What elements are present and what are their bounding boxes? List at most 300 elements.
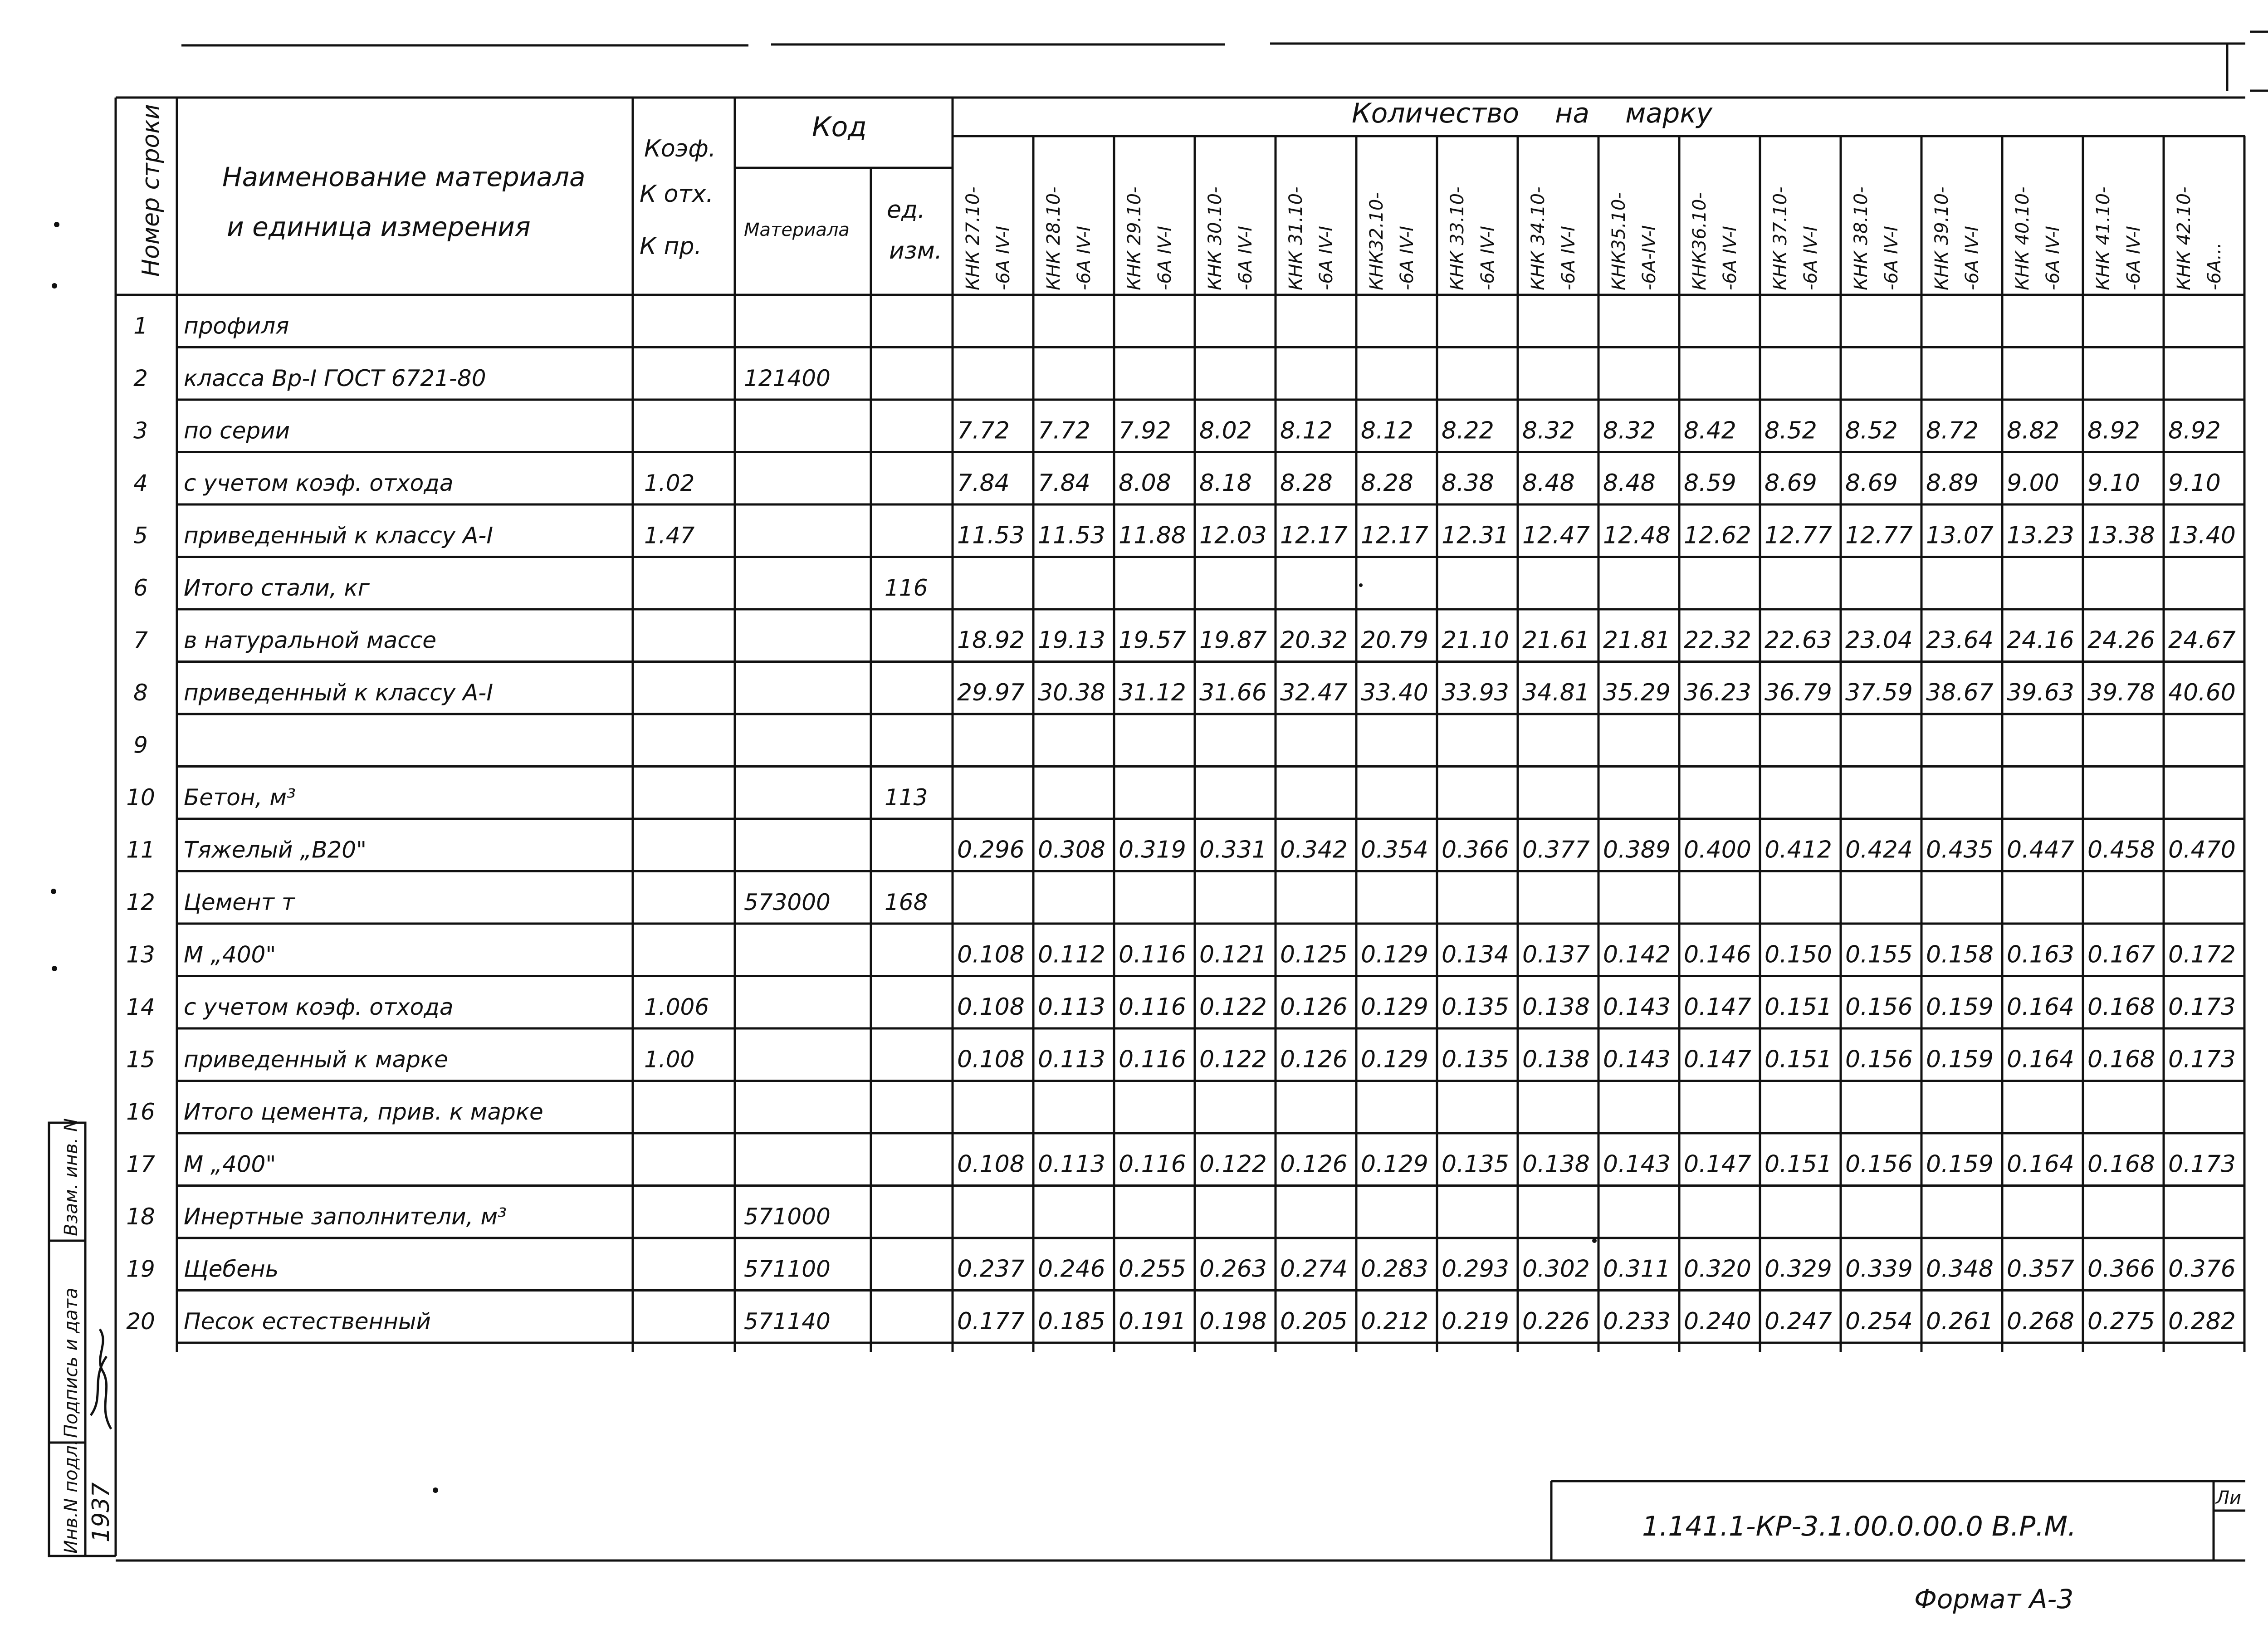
quantity-cell: 0.135 <box>1442 1046 1509 1073</box>
column-headers <box>963 186 2225 290</box>
quantity-cell: 21.81 <box>1603 626 1671 654</box>
column-header-class: -6А IV-I <box>1720 226 1740 290</box>
row-name: Инертные заполнители, м³ <box>184 1203 507 1230</box>
table-row <box>133 575 928 601</box>
quantity-cell: 13.23 <box>2007 522 2074 549</box>
quantity-cell: 0.400 <box>1684 836 1751 864</box>
quantity-cell: 0.319 <box>1119 836 1186 864</box>
quantity-cell: 12.03 <box>1199 522 1267 549</box>
quantity-cell: 0.108 <box>957 1046 1025 1073</box>
row-number: 18 <box>126 1203 155 1230</box>
quantity-cell: 0.126 <box>1280 1150 1348 1178</box>
quantity-cell: 0.296 <box>957 836 1025 864</box>
quantity-cell: 8.18 <box>1199 470 1252 497</box>
quantity-cell: 12.31 <box>1442 522 1509 549</box>
column-header <box>1931 186 1983 290</box>
column-header-class: -6А IV-I <box>2123 226 2144 290</box>
table-row <box>126 784 928 811</box>
quantity-cell: 0.311 <box>1603 1255 1671 1283</box>
column-header-mark: КНК 33.10- <box>1447 186 1468 290</box>
quantity-cell: 12.47 <box>1522 522 1590 549</box>
quantity-cell: 0.158 <box>1926 941 1994 969</box>
quantity-cell: 0.168 <box>2087 1046 2155 1073</box>
quantity-cell: 39.63 <box>2007 679 2074 706</box>
quantity-cell: 12.62 <box>1684 522 1751 549</box>
quantity-cell: 0.147 <box>1684 1046 1751 1073</box>
table-row <box>126 1099 543 1125</box>
quantity-cell: 0.424 <box>1845 836 1913 864</box>
quantity-cell: 8.42 <box>1684 417 1736 445</box>
quantity-cell: 0.233 <box>1603 1308 1671 1335</box>
quantity-cell: 0.108 <box>957 1150 1025 1178</box>
quantity-cell: 21.10 <box>1442 626 1509 654</box>
quantity-cell: 20.32 <box>1280 626 1348 654</box>
quantity-cell: 21.61 <box>1522 626 1590 654</box>
quantity-cell: 0.237 <box>957 1255 1025 1283</box>
quantity-cell: 0.435 <box>1926 836 1994 864</box>
row-number: 14 <box>126 994 155 1020</box>
quantity-cell: 0.293 <box>1442 1255 1509 1283</box>
column-header <box>1528 186 1579 290</box>
row-unit: 113 <box>885 784 928 811</box>
row-number: 7 <box>133 627 148 654</box>
quantity-cell: 0.122 <box>1199 1046 1267 1073</box>
quantity-cell: 0.134 <box>1442 941 1509 969</box>
column-header-class: -6А IV-I <box>1316 226 1337 290</box>
quantity-cell: 7.84 <box>1038 470 1090 497</box>
quantity-cell: 0.125 <box>1280 941 1348 969</box>
quantity-cell: 0.377 <box>1522 836 1590 864</box>
row-name: с учетом коэф. отхода <box>184 994 454 1020</box>
header-unit-line1: ед. <box>887 196 925 224</box>
column-header-class: -6А... <box>2204 242 2225 290</box>
quantity-cell: 0.246 <box>1038 1255 1105 1283</box>
column-header-class: -6А-IV-I <box>1639 225 1660 290</box>
quantity-cell: 0.122 <box>1199 1150 1267 1178</box>
quantity-cell: 0.164 <box>2007 1150 2074 1178</box>
quantity-cell: 0.255 <box>1119 1255 1186 1283</box>
column-header <box>1689 192 1740 290</box>
quantity-cell: 8.92 <box>2168 417 2221 445</box>
quantity-cell: 0.185 <box>1038 1308 1105 1335</box>
quantity-cell: 29.97 <box>957 679 1025 706</box>
quantity-cell: 0.113 <box>1038 1046 1105 1073</box>
row-number: 6 <box>133 575 148 601</box>
quantity-cell: 0.143 <box>1603 993 1671 1021</box>
column-header-mark: КНК 29.10- <box>1124 186 1145 290</box>
quantity-cell: 0.138 <box>1522 1150 1590 1178</box>
quantity-cell: 0.138 <box>1522 1046 1590 1073</box>
header-code-material: Материала <box>744 220 850 240</box>
row-number: 15 <box>126 1046 155 1073</box>
quantity-cell: 0.135 <box>1442 993 1509 1021</box>
row-name: класса Вр-I ГОСТ 6721-80 <box>184 365 486 391</box>
column-header-mark: КНК 42.10- <box>2174 186 2195 290</box>
quantity-cell: 0.137 <box>1522 941 1590 969</box>
quantity-cell: 8.92 <box>2087 417 2140 445</box>
quantity-cell: 0.191 <box>1119 1308 1186 1335</box>
row-number: 13 <box>126 941 155 968</box>
column-header <box>1851 186 1902 290</box>
column-header <box>1286 186 1337 290</box>
quantity-cell: 19.13 <box>1038 626 1105 654</box>
quantity-cell: 0.151 <box>1765 1150 1832 1178</box>
quantity-cell: 0.282 <box>2168 1308 2236 1335</box>
table-row <box>126 1256 2236 1283</box>
quantity-cell: 0.389 <box>1603 836 1671 864</box>
column-header-mark: КНК 31.10- <box>1286 186 1306 290</box>
quantity-cell: 11.88 <box>1119 522 1186 549</box>
quantity-cell: 0.168 <box>2087 1150 2155 1178</box>
column-header-mark: КНК 38.10- <box>1851 186 1872 290</box>
quantity-cell: 0.164 <box>2007 993 2074 1021</box>
quantity-cell: 0.113 <box>1038 993 1105 1021</box>
column-header-mark: КНК 34.10- <box>1528 186 1549 290</box>
row-name: по серии <box>184 417 290 444</box>
column-header-mark: КНК 41.10- <box>2093 186 2114 290</box>
quantity-cell: 8.12 <box>1280 417 1333 445</box>
quantity-cell: 8.89 <box>1926 470 1979 497</box>
column-header <box>2093 186 2144 290</box>
row-name: с учетом коэф. отхода <box>184 470 454 496</box>
table-row <box>133 732 148 758</box>
row-number: 17 <box>126 1151 155 1178</box>
quantity-cell: 0.116 <box>1119 993 1186 1021</box>
quantity-cell: 8.22 <box>1442 417 1494 445</box>
quantity-cell: 9.00 <box>2007 470 2059 497</box>
quantity-cell: 0.116 <box>1119 941 1186 969</box>
quantity-cell: 0.177 <box>957 1308 1025 1335</box>
row-name: Песок естественный <box>184 1308 431 1335</box>
column-header <box>2012 186 2063 290</box>
quantity-cell: 0.112 <box>1038 941 1105 969</box>
quantity-cell: 40.60 <box>2168 679 2236 706</box>
quantity-cell: 8.28 <box>1280 470 1333 497</box>
quantity-cell: 22.63 <box>1765 626 1832 654</box>
document-code: 1.141.1-КР-3.1.00.0.00.0 В.Р.М. <box>1642 1511 2077 1542</box>
row-number: 8 <box>133 680 148 706</box>
quantity-cell: 24.16 <box>2007 626 2074 654</box>
row-code: 573000 <box>744 889 831 915</box>
quantity-cell: 0.129 <box>1361 1150 1428 1178</box>
quantity-cell: 8.38 <box>1442 470 1494 497</box>
quantity-cell: 0.205 <box>1280 1308 1348 1335</box>
quantity-cell: 9.10 <box>2168 470 2221 497</box>
row-name: Итого стали, кг <box>184 575 370 601</box>
quantity-cell: 12.17 <box>1361 522 1428 549</box>
column-header <box>1447 186 1498 290</box>
row-name: Тяжелый „В20" <box>184 837 367 863</box>
quantity-cell: 18.92 <box>957 626 1025 654</box>
column-header-class: -6А IV-I <box>1397 226 1418 290</box>
quantity-cell: 12.77 <box>1845 522 1913 549</box>
stamp-inv-no-label: Инв.N подл. <box>61 1439 82 1554</box>
quantity-cell: 23.04 <box>1845 626 1913 654</box>
quantity-cell: 0.458 <box>2087 836 2155 864</box>
quantity-cell: 8.59 <box>1684 470 1736 497</box>
quantity-cell: 0.151 <box>1765 993 1832 1021</box>
quantity-cell: 19.57 <box>1119 626 1186 654</box>
row-name: приведенный к марке <box>184 1046 448 1073</box>
row-number: 10 <box>126 784 155 811</box>
row-name: М „400" <box>184 941 276 968</box>
quantity-cell: 19.87 <box>1199 626 1267 654</box>
quantity-cell: 0.447 <box>2007 836 2074 864</box>
header-row-number: Номер строки <box>137 104 165 277</box>
quantity-cell: 39.78 <box>2087 679 2155 706</box>
quantity-cell: 8.52 <box>1845 417 1898 445</box>
quantity-cell: 31.66 <box>1199 679 1267 706</box>
quantity-cell: 0.129 <box>1361 1046 1428 1073</box>
quantity-cell: 8.69 <box>1765 470 1817 497</box>
quantity-cell: 8.32 <box>1603 417 1656 445</box>
quantity-cell: 0.147 <box>1684 993 1751 1021</box>
quantity-cell: 0.254 <box>1845 1308 1913 1335</box>
quantity-cell: 0.167 <box>2087 941 2155 969</box>
quantity-cell: 0.212 <box>1361 1308 1428 1335</box>
quantity-cell: 8.48 <box>1603 470 1656 497</box>
sheet-border <box>181 32 2268 91</box>
quantity-cell: 0.320 <box>1684 1255 1751 1283</box>
quantity-cell: 8.02 <box>1199 417 1252 445</box>
quantity-cell: 0.129 <box>1361 993 1428 1021</box>
quantity-cell: 0.366 <box>2087 1255 2155 1283</box>
quantity-cell: 0.268 <box>2007 1308 2074 1335</box>
row-name: приведенный к классу А-I <box>184 522 494 549</box>
table-row <box>133 470 2221 497</box>
quantity-cell: 0.159 <box>1926 993 1994 1021</box>
quantity-cell: 0.164 <box>2007 1046 2074 1073</box>
quantity-cell: 8.82 <box>2007 417 2059 445</box>
column-header-mark: КНК 27.10- <box>963 186 983 290</box>
stamp-inv-value: 1937 <box>88 1482 115 1542</box>
quantity-cell: 0.108 <box>957 941 1025 969</box>
quantity-cell: 22.32 <box>1684 626 1751 654</box>
row-name: профиля <box>184 313 289 339</box>
header-coef-line2: К отх. <box>640 181 714 208</box>
table-row <box>126 941 2236 969</box>
quantity-cell: 0.172 <box>2168 941 2236 969</box>
quantity-cell: 0.151 <box>1765 1046 1832 1073</box>
row-coef: 1.47 <box>644 522 695 549</box>
quantity-cell: 0.155 <box>1845 941 1913 969</box>
column-header <box>1205 186 1256 290</box>
column-header-class: -6А IV-I <box>2043 226 2063 290</box>
row-number: 9 <box>133 732 148 758</box>
quantity-cell: 38.67 <box>1926 679 1994 706</box>
column-header <box>2174 186 2225 290</box>
quantity-cell: 0.138 <box>1522 993 1590 1021</box>
table-row <box>126 1046 2236 1073</box>
quantity-cell: 32.47 <box>1280 679 1348 706</box>
row-code: 571100 <box>744 1256 831 1282</box>
quantity-cell: 33.93 <box>1442 679 1509 706</box>
quantity-cell: 8.69 <box>1845 470 1898 497</box>
quantity-cell: 11.53 <box>957 522 1025 549</box>
quantity-cell: 0.357 <box>2007 1255 2074 1283</box>
quantity-cell: 36.79 <box>1765 679 1832 706</box>
quantity-cell: 0.146 <box>1684 941 1751 969</box>
side-stamp <box>49 1118 116 1556</box>
quantity-cell: 0.198 <box>1199 1308 1267 1335</box>
quantity-cell: 7.72 <box>1038 417 1090 445</box>
table-row <box>126 837 2236 864</box>
quantity-cell: 0.240 <box>1684 1308 1751 1335</box>
quantity-cell: 12.48 <box>1603 522 1671 549</box>
quantity-cell: 0.143 <box>1603 1046 1671 1073</box>
row-name: Бетон, м³ <box>184 784 296 811</box>
column-header-mark: КНК 39.10- <box>1931 186 1952 290</box>
column-header <box>1043 186 1095 290</box>
quantity-cell: 7.72 <box>957 417 1010 445</box>
column-header <box>1124 186 1175 290</box>
quantity-cell: 8.08 <box>1119 470 1171 497</box>
table-row <box>126 1203 831 1230</box>
quantity-cell: 13.40 <box>2168 522 2236 549</box>
row-code: 121400 <box>744 365 831 391</box>
row-code: 571000 <box>744 1203 831 1230</box>
column-header <box>1366 192 1418 290</box>
quantity-cell: 0.354 <box>1361 836 1428 864</box>
quantity-cell: 11.53 <box>1038 522 1105 549</box>
row-name: приведенный к классу А-I <box>184 680 494 706</box>
quantity-cell: 20.79 <box>1361 626 1428 654</box>
header-coef-line3: К пр. <box>640 233 702 260</box>
quantity-cell: 0.261 <box>1926 1308 1994 1335</box>
row-unit: 116 <box>885 575 928 601</box>
quantity-cell: 24.26 <box>2087 626 2155 654</box>
column-header-class: -6А IV-I <box>1800 226 1821 290</box>
quantity-cell: 12.77 <box>1765 522 1832 549</box>
quantity-cell: 8.52 <box>1765 417 1817 445</box>
row-number: 1 <box>133 313 148 339</box>
quantity-cell: 0.150 <box>1765 941 1832 969</box>
row-code: 571140 <box>744 1308 831 1335</box>
quantity-cell: 0.348 <box>1926 1255 1994 1283</box>
quantity-cell: 0.168 <box>2087 993 2155 1021</box>
column-header-mark: КНК35.10- <box>1608 192 1629 290</box>
quantity-cell: 8.28 <box>1361 470 1413 497</box>
row-number: 20 <box>126 1308 155 1335</box>
table-row <box>133 417 2221 445</box>
column-header-class: -6А IV-I <box>1881 226 1902 290</box>
column-header <box>1770 186 1821 290</box>
table-row <box>126 1308 2236 1335</box>
table-row <box>126 993 2236 1021</box>
table-rows <box>126 313 2236 1336</box>
quantity-cell: 0.147 <box>1684 1150 1751 1178</box>
quantity-cell: 0.219 <box>1442 1308 1509 1335</box>
quantity-cell: 0.121 <box>1199 941 1267 969</box>
quantity-cell: 8.12 <box>1361 417 1413 445</box>
row-number: 11 <box>126 837 155 863</box>
table-row <box>126 889 928 915</box>
row-coef: 1.00 <box>644 1046 695 1073</box>
quantity-cell: 0.366 <box>1442 836 1509 864</box>
quantity-cell: 30.38 <box>1038 679 1105 706</box>
handwritten-signature <box>91 1329 111 1429</box>
quantity-cell: 0.143 <box>1603 1150 1671 1178</box>
row-coef: 1.02 <box>644 470 695 496</box>
column-header-mark: КНК 40.10- <box>2012 186 2033 290</box>
quantity-cell: 0.113 <box>1038 1150 1105 1178</box>
quantity-cell: 0.247 <box>1765 1308 1832 1335</box>
quantity-cell: 0.116 <box>1119 1150 1186 1178</box>
title-block <box>116 1481 2245 1561</box>
column-header <box>1608 192 1660 290</box>
row-name: М „400" <box>184 1151 276 1178</box>
row-name: Цемент т <box>184 889 295 915</box>
table-header <box>137 98 1713 277</box>
row-number: 4 <box>133 470 148 496</box>
quantity-cell: 0.173 <box>2168 1046 2236 1073</box>
format-label: Формат А-3 <box>1914 1584 2074 1614</box>
column-header-class: -6А IV-I <box>1962 226 1983 290</box>
quantity-cell: 8.48 <box>1522 470 1575 497</box>
table-row <box>133 313 289 339</box>
row-number: 16 <box>126 1099 155 1125</box>
column-header-mark: КНК 28.10- <box>1043 186 1064 290</box>
quantity-cell: 24.67 <box>2168 626 2236 654</box>
column-header <box>963 186 1014 290</box>
quantity-cell: 0.275 <box>2087 1308 2155 1335</box>
quantity-cell: 0.308 <box>1038 836 1105 864</box>
quantity-cell: 9.10 <box>2087 470 2140 497</box>
quantity-cell: 23.64 <box>1926 626 1994 654</box>
quantity-cell: 0.329 <box>1765 1255 1832 1283</box>
quantity-cell: 0.283 <box>1361 1255 1428 1283</box>
row-number: 3 <box>133 417 148 444</box>
quantity-cell: 0.129 <box>1361 941 1428 969</box>
quantity-cell: 0.156 <box>1845 993 1913 1021</box>
quantity-cell: 0.142 <box>1603 941 1671 969</box>
column-header-mark: КНК 37.10- <box>1770 186 1791 290</box>
column-header-mark: КНК32.10- <box>1366 192 1387 290</box>
row-number: 2 <box>133 365 148 391</box>
quantity-cell: 0.126 <box>1280 993 1348 1021</box>
header-unit-line2: изм. <box>889 237 943 264</box>
quantity-cell: 0.126 <box>1280 1046 1348 1073</box>
quantity-cell: 0.122 <box>1199 993 1267 1021</box>
sheet-label: Ли <box>2216 1487 2242 1508</box>
quantity-cell: 0.302 <box>1522 1255 1590 1283</box>
stamp-signature-date-label: Подпись и дата <box>61 1287 82 1438</box>
row-name: в натуральной массе <box>184 627 436 654</box>
header-quantity: Количество на марку <box>1352 98 1713 129</box>
header-name-line1: Наименование материала <box>222 161 586 192</box>
quantity-cell: 0.173 <box>2168 1150 2236 1178</box>
stamp-replace-inv-label: Взам. инв. N <box>61 1118 82 1236</box>
header-name-line2: и единица измерения <box>227 211 531 242</box>
quantity-cell: 13.38 <box>2087 522 2155 549</box>
quantity-cell: 0.156 <box>1845 1046 1913 1073</box>
quantity-cell: 0.156 <box>1845 1150 1913 1178</box>
column-header-mark: КНК 30.10- <box>1205 186 1226 290</box>
quantity-cell: 0.376 <box>2168 1255 2236 1283</box>
quantity-cell: 8.72 <box>1926 417 1979 445</box>
quantity-cell: 0.226 <box>1522 1308 1590 1335</box>
row-number: 12 <box>126 889 155 915</box>
quantity-cell: 0.173 <box>2168 993 2236 1021</box>
column-header-mark: КНК36.10- <box>1689 192 1710 290</box>
quantity-cell: 37.59 <box>1845 679 1913 706</box>
header-coef-line1: Коэф. <box>644 135 716 162</box>
quantity-cell: 13.07 <box>1926 522 1994 549</box>
quantity-cell: 36.23 <box>1684 679 1751 706</box>
quantity-cell: 31.12 <box>1119 679 1186 706</box>
quantity-cell: 0.159 <box>1926 1150 1994 1178</box>
quantity-cell: 0.159 <box>1926 1046 1994 1073</box>
